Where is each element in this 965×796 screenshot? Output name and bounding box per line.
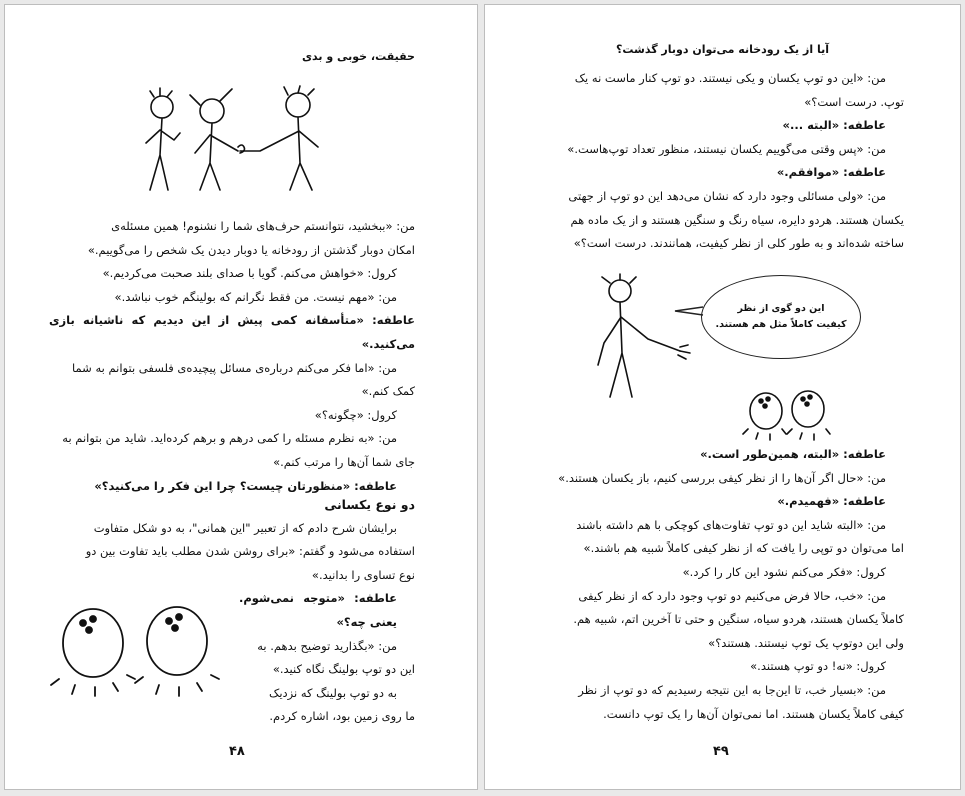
- right-page: [484, 4, 961, 790]
- man-pointing-illustration: [590, 273, 710, 403]
- section-heading: دو نوع یکسانی: [324, 497, 415, 512]
- text-line: ساخته شده‌اند و به طور کلی از نظر کیفیت، همانندند. درست است؟»: [573, 236, 904, 251]
- text-line: این دو توپ بولینگ نگاه کنید.»: [272, 662, 415, 677]
- right-body-text-2: [533, 443, 904, 726]
- text-line: اما می‌توان دو توپی را یافت که از نظر کیفی کاملاً شبیه هم باشند.»: [583, 541, 904, 556]
- text-line: عاطفه: «منظورتان چیست؟ چرا این فکر را می‌کنید؟»: [94, 478, 397, 493]
- left-running-header: حقیقت، خوبی و بدی: [301, 50, 415, 63]
- speech-bubble: [701, 275, 861, 359]
- left-body-text: [49, 215, 415, 498]
- left-page: [4, 4, 478, 790]
- text-line: عاطفه: «فهمیدم.»: [777, 494, 886, 509]
- bowling-balls-illustration: [740, 389, 835, 444]
- bowling-balls-illustration: [45, 603, 225, 698]
- text-line: عاطفه: «موافقم.»: [776, 165, 886, 180]
- text-line: من: «مهم نیست. من فقط نگرانم که بولینگم خوب نباشد.»: [114, 289, 397, 304]
- left-page-number: ۴۸: [229, 744, 245, 759]
- text-line: کیفی کاملاً یکسان هستند. اما نمی‌توان آن‌ها را یک توپ دانست.: [603, 706, 904, 721]
- text-line: من: «حال اگر آن‌ها را از نظر کیفی بررسی کنیم، باز یکسان هستند.»: [558, 470, 886, 485]
- speech-bubble-tail: [675, 305, 705, 317]
- text-line: کرول: «نه! دو توپ هستند.»: [750, 659, 886, 674]
- right-running-header: آیا از یک رودخانه می‌توان دوبار گذشت؟: [616, 43, 829, 56]
- text-line: عاطفه: «متأسفانه کمی پیش از این دیدیم که ناشیانه بازی می‌کنید.»: [49, 313, 415, 351]
- text-line: من: «ببخشید، نتوانستم حرف‌های شما را نشنوم! همین مسئله‌ی: [111, 219, 415, 233]
- text-line: عاطفه: «البته، همین‌طور است.»: [700, 447, 886, 461]
- bubble-line: این دو گوی از نظر: [737, 303, 825, 314]
- text-line: من: «ولی مسائلی وجود دارد که نشان می‌دهد این دو توپ از جهتی: [568, 188, 886, 203]
- text-line: ما روی زمین بود، اشاره کردم.: [269, 709, 415, 724]
- text-line: جای شما آن‌ها را مرتب کنم.»: [273, 454, 415, 469]
- right-body-text: [533, 67, 904, 256]
- text-line: استفاده می‌شود و گفتم: «برای روشن شدن مطلب باید تفاوت بین دو: [85, 544, 415, 559]
- text-line: من: «به نظرم مسئله را کمی درهم و برهم کرده‌اید. شاید من بتوانم به: [62, 431, 397, 446]
- text-line: ولی این دوتوپ یک توپ نیستند. هستند؟»: [708, 635, 904, 650]
- text-line: توپ. درست است؟»: [804, 94, 904, 109]
- text-line: عاطفه: «متوجه نمی‌شوم. یعنی چه؟»: [239, 591, 397, 629]
- text-line: یکسان هستند. هردو دایره، سیاه رنگ و سنگین هستند و از یک ماده هم: [570, 212, 904, 227]
- bubble-line: کیفیت کاملاً مثل هم هستند.: [715, 319, 847, 330]
- text-line: کمک کنم.»: [361, 384, 415, 399]
- text-line: من: «بسیار خب، تا این‌جا به این نتیجه رسیدیم که دو توپ از نظر: [578, 682, 886, 697]
- text-line: من: «اما فکر می‌کنم درباره‌ی مسائل پیچیده‌ی فلسفی بتوانم به شما: [72, 360, 397, 375]
- text-line: برایشان شرح دادم که از تعبیر "این همانی"، به دو شکل متفاوت: [93, 520, 397, 535]
- text-line: من: «بگذارید توضیح بدهم. به: [257, 638, 397, 653]
- text-line: کاملاً یکسان هستند، هردو سیاه، سنگین و حتی تا آخرین اتم، شبیه هم.: [573, 612, 904, 627]
- text-line: کرول: «چگونه؟»: [314, 407, 397, 422]
- text-line: امکان دوبار گذشتن از رودخانه یا دوبار دیدن یک شخص را می‌گوییم.»: [87, 242, 415, 257]
- three-men-handshake-illustration: [140, 85, 340, 195]
- text-line: به دو توپ بولینگ که نزدیک: [269, 685, 397, 700]
- right-page-number: ۴۹: [713, 744, 729, 759]
- text-line: من: «البته شاید این دو توپ تفاوت‌های کوچکی با هم داشته باشند: [576, 517, 886, 532]
- text-line: من: «خب، حالا فرض می‌کنیم دو توپ وجود دارد که از نظر کیفی: [578, 588, 886, 603]
- text-line: کرول: «خواهش می‌کنم. گویا با صدای بلند صحبت می‌کردیم.»: [102, 266, 397, 281]
- text-line: من: «پس وقتی می‌گوییم یکسان نیستند، منظور تعداد توپ‌هاست.»: [567, 141, 886, 156]
- text-line: کرول: «فکر می‌کنم نشود این کار را کرد.»: [682, 564, 886, 579]
- text-line: من: «این دو توپ یکسان و یکی نیستند. دو توپ کنار ماست نه یک: [574, 71, 886, 85]
- text-line: نوع تساوی را بدانید.»: [311, 567, 415, 582]
- text-line: عاطفه: «البته ...»: [782, 118, 886, 133]
